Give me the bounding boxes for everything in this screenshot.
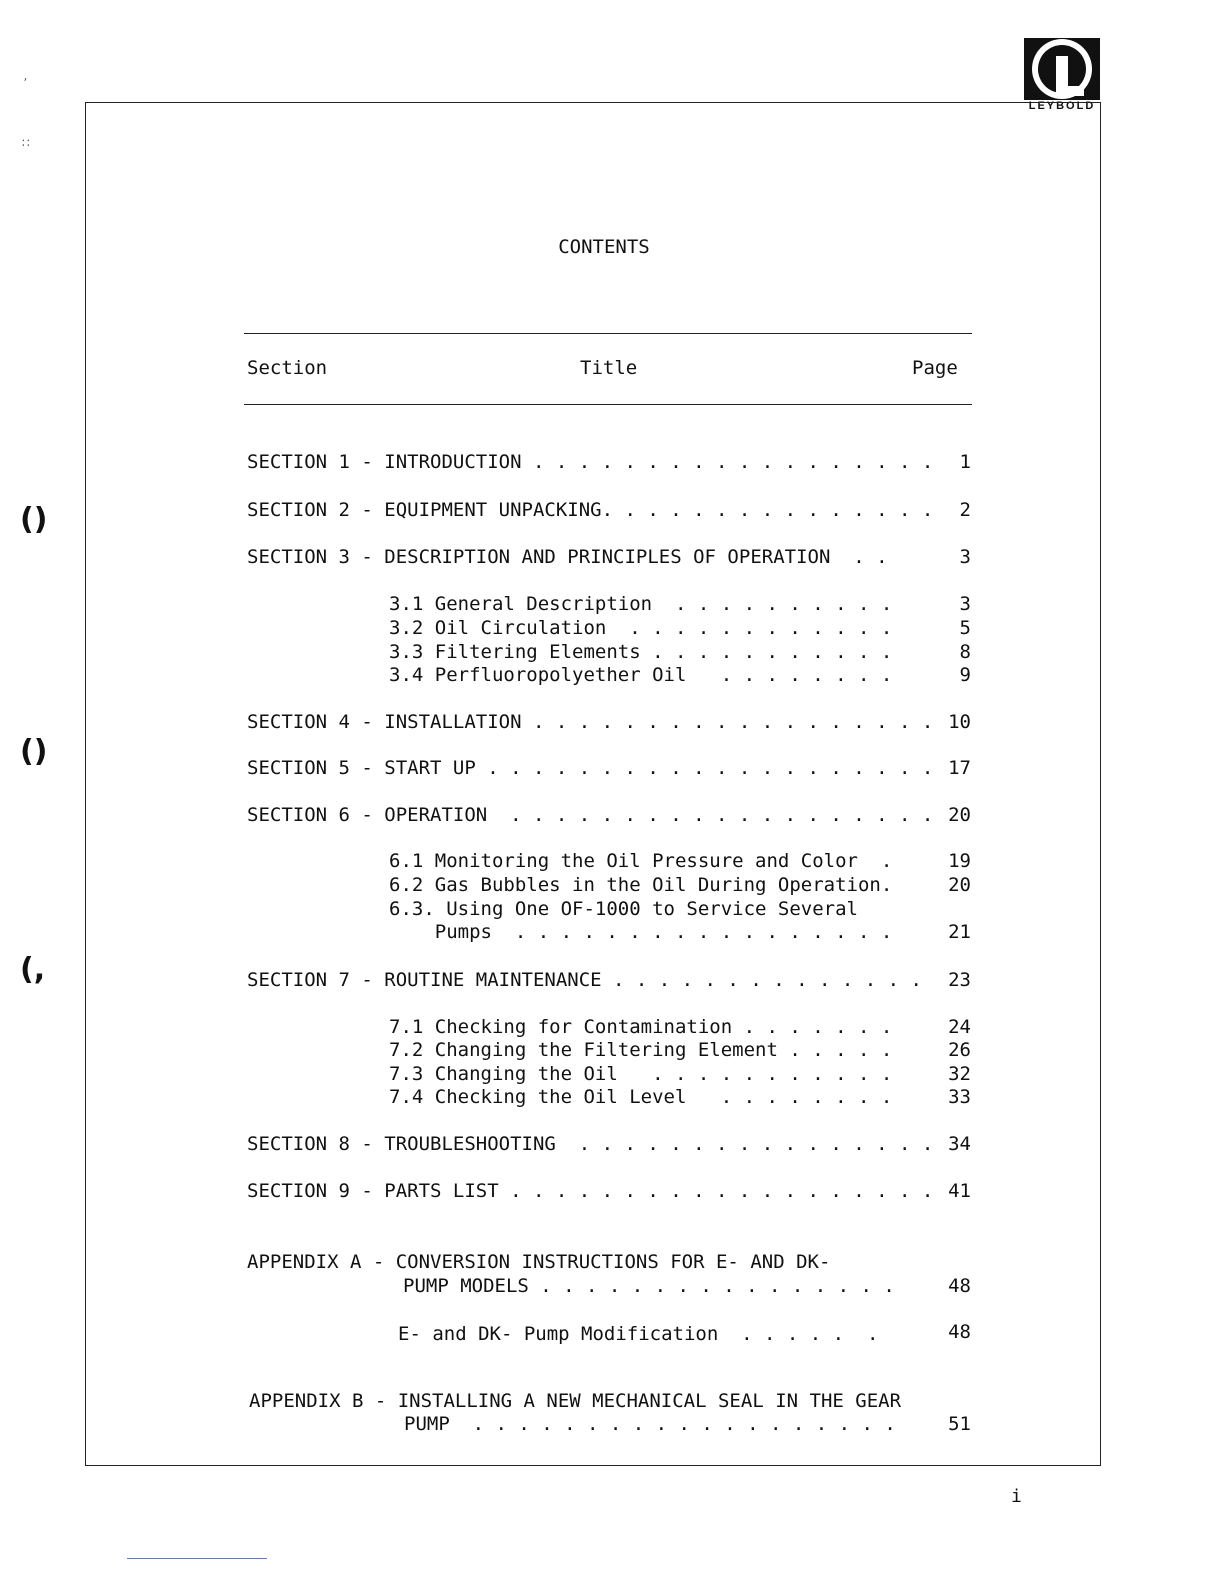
toc-entry-section-9: SECTION 9 - PARTS LIST . . . . . . . . . . . . . . . . . . . (247, 1180, 934, 1202)
header-top-rule (244, 333, 972, 334)
toc-page-number: 20 (948, 804, 971, 826)
toc-entry-section-4: SECTION 4 - INSTALLATION . . . . . . . . . . . . . . . . . . (247, 711, 934, 733)
toc-page-number: 26 (948, 1039, 971, 1061)
toc-entry-section-7: SECTION 7 - ROUTINE MAINTENANCE . . . . . . . . . . . . . . (247, 969, 922, 991)
toc-subentry-6-3: 6.3. Using One OF-1000 to Service Several (389, 898, 858, 920)
toc-subentry-3-2: 3.2 Oil Circulation . . . . . . . . . . . . (389, 617, 893, 639)
toc-subentry-3-3: 3.3 Filtering Elements . . . . . . . . . . . (389, 641, 893, 663)
header-bottom-rule (244, 404, 972, 405)
toc-entry-section-6: SECTION 6 - OPERATION . . . . . . . . . . . . . . . . . . . (247, 804, 934, 826)
toc-page-number: 3 (959, 546, 971, 568)
toc-entry-appendix-a-cont: PUMP MODELS . . . . . . . . . . . . . . . . (403, 1275, 895, 1297)
toc-page-number: 48 (948, 1275, 971, 1297)
toc-page-number: 21 (948, 921, 971, 943)
punch-hole-icon: () (20, 734, 48, 769)
scan-speck: ⸴ (24, 70, 28, 84)
toc-page-number: 10 (948, 711, 971, 733)
toc-subentry-7-3: 7.3 Changing the Oil . . . . . . . . . . . (389, 1063, 893, 1085)
toc-subentry-3-4: 3.4 Perfluoropolyether Oil . . . . . . . . (389, 664, 893, 686)
toc-subentry-7-2: 7.2 Changing the Filtering Element . . . . . (389, 1039, 893, 1061)
logo-text: LEYBOLD (1028, 100, 1096, 112)
toc-page-number: 5 (959, 617, 971, 639)
scan-speck: ∷ (22, 136, 30, 150)
toc-entry-appendix-a: APPENDIX A - CONVERSION INSTRUCTIONS FOR E- AND DK- (247, 1251, 831, 1273)
page-title: CONTENTS (558, 236, 650, 258)
column-header-section: Section (247, 357, 328, 379)
toc-page-number: 2 (959, 499, 971, 521)
column-header-page: Page (912, 357, 958, 379)
toc-entry-appendix-b-cont: PUMP . . . . . . . . . . . . . . . . . . . (404, 1413, 896, 1435)
footer-rule (127, 1558, 267, 1559)
page-number: i (1011, 1486, 1022, 1507)
toc-subentry-6-1: 6.1 Monitoring the Oil Pressure and Color . (389, 850, 893, 872)
toc-page-number: 9 (959, 664, 971, 686)
toc-page-number: 51 (948, 1413, 971, 1435)
column-header-title: Title (580, 357, 638, 379)
punch-hole-icon: () (20, 502, 48, 537)
toc-entry-section-1: SECTION 1 - INTRODUCTION . . . . . . . . . . . . . . . . . . (247, 451, 934, 473)
toc-page-number: 23 (948, 969, 971, 991)
toc-page-number: 24 (948, 1016, 971, 1038)
toc-subentry-3-1: 3.1 General Description . . . . . . . . . . (389, 593, 893, 615)
toc-page-number: 17 (948, 757, 971, 779)
toc-entry-section-2: SECTION 2 - EQUIPMENT UNPACKING. . . . . . . . . . . . . . . (247, 499, 934, 521)
toc-subentry-appendix-a: E- and DK- Pump Modification . . . . . . (398, 1323, 879, 1345)
toc-entry-appendix-b: APPENDIX B - INSTALLING A NEW MECHANICAL SEAL IN THE GEAR (249, 1390, 902, 1412)
toc-subentry-7-1: 7.1 Checking for Contamination . . . . . . . (389, 1016, 893, 1038)
toc-page-number: 41 (948, 1180, 971, 1202)
toc-page-number: 34 (948, 1133, 971, 1155)
toc-page-number: 1 (959, 451, 971, 473)
toc-entry-section-5: SECTION 5 - START UP . . . . . . . . . . . . . . . . . . . . (247, 757, 934, 779)
toc-page-number: 33 (948, 1086, 971, 1108)
toc-page-number: 8 (959, 641, 971, 663)
toc-subentry-7-4: 7.4 Checking the Oil Level . . . . . . . . (389, 1086, 893, 1108)
toc-subentry-6-2: 6.2 Gas Bubbles in the Oil During Operation. (389, 874, 893, 896)
toc-entry-section-8: SECTION 8 - TROUBLESHOOTING . . . . . . . . . . . . . . . . (247, 1133, 934, 1155)
toc-page-number: 20 (948, 874, 971, 896)
toc-page-number: 32 (948, 1063, 971, 1085)
toc-entry-section-3: SECTION 3 - DESCRIPTION AND PRINCIPLES OF OPERATION . . (247, 546, 888, 568)
toc-subentry-6-3-cont: Pumps . . . . . . . . . . . . . . . . . (389, 921, 893, 943)
punch-hole-icon: (, (20, 952, 46, 987)
toc-page-number: 3 (959, 593, 971, 615)
toc-page-number: 48 (948, 1321, 971, 1343)
toc-page-number: 19 (948, 850, 971, 872)
